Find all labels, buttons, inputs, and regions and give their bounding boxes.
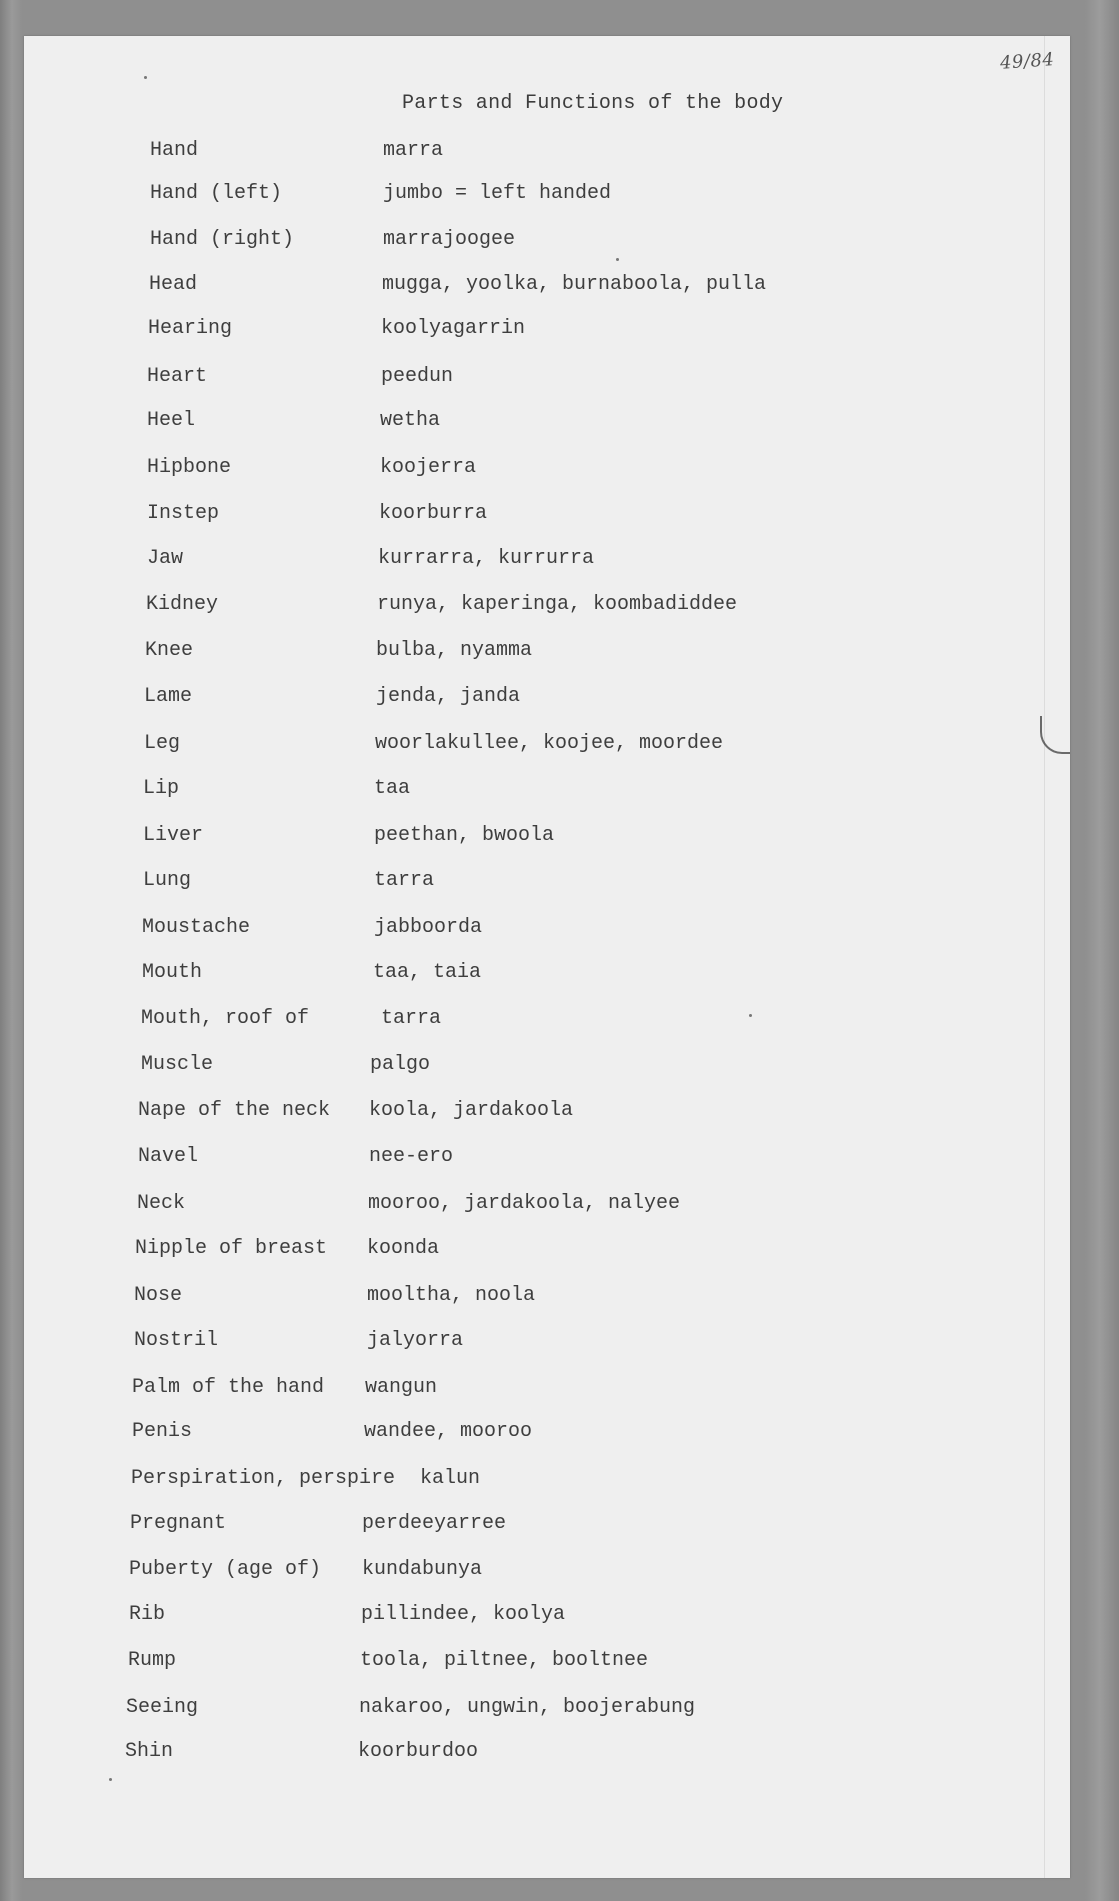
aboriginal-translation: woorlakullee, koojee, moordee	[375, 732, 724, 755]
vocabulary-row	[147, 502, 907, 532]
aboriginal-translation: mooltha, noola	[367, 1284, 536, 1307]
english-term: Hand (right)	[150, 228, 295, 251]
aboriginal-translation: jumbo = left handed	[383, 182, 612, 205]
english-term: Nipple of breast	[135, 1237, 328, 1260]
aboriginal-translation: taa, taia	[373, 961, 482, 984]
vocabulary-row	[135, 1237, 895, 1267]
english-term: Lung	[143, 869, 192, 892]
aboriginal-translation: peedun	[381, 365, 454, 388]
paper-clip-mark	[1040, 716, 1070, 754]
vocabulary-row	[132, 1376, 892, 1406]
english-term: Penis	[132, 1420, 193, 1443]
english-term: Rump	[128, 1649, 177, 1672]
aboriginal-translation: kurrarra, kurrurra	[378, 547, 595, 570]
vocabulary-row	[147, 456, 907, 486]
page-number: 49/84	[999, 49, 1056, 74]
vocabulary-row	[138, 1099, 898, 1129]
english-term: Leg	[144, 732, 181, 755]
vocabulary-row	[134, 1284, 894, 1314]
vocabulary-row	[134, 1329, 894, 1359]
vocabulary-row	[144, 685, 904, 715]
aboriginal-translation: koojerra	[380, 456, 477, 479]
vocabulary-row	[147, 547, 907, 577]
vocabulary-row	[143, 824, 903, 854]
aboriginal-translation: koorburdoo	[358, 1740, 479, 1763]
english-term: Pregnant	[130, 1512, 227, 1535]
vocabulary-row	[126, 1696, 886, 1726]
vocabulary-row	[138, 1145, 898, 1175]
page-title: Parts and Functions of the body	[402, 92, 784, 115]
vocabulary-row	[142, 961, 902, 991]
aboriginal-translation: tarra	[374, 869, 435, 892]
vocabulary-row	[143, 869, 903, 899]
english-term: Hand	[150, 139, 199, 162]
paper-speck	[144, 76, 147, 79]
vocabulary-row	[146, 593, 906, 623]
paper-speck	[616, 258, 619, 261]
english-term: Liver	[143, 824, 204, 847]
english-term: Seeing	[126, 1696, 199, 1719]
aboriginal-translation: jalyorra	[367, 1329, 464, 1352]
english-term: Moustache	[142, 916, 251, 939]
english-term: Puberty (age of)	[129, 1558, 322, 1581]
paper-speck	[109, 1778, 112, 1781]
vocabulary-row	[129, 1603, 889, 1633]
english-term: Hipbone	[147, 456, 232, 479]
vocabulary-row	[141, 1053, 901, 1083]
aboriginal-translation: koola, jardakoola	[369, 1099, 574, 1122]
vocabulary-row	[147, 365, 907, 395]
aboriginal-translation: koonda	[367, 1237, 440, 1260]
aboriginal-translation: wangun	[365, 1376, 438, 1399]
english-term: Nostril	[134, 1329, 219, 1352]
english-term: Hearing	[148, 317, 233, 340]
english-term: Muscle	[141, 1053, 214, 1076]
vocabulary-row	[125, 1740, 885, 1770]
vocabulary-row	[131, 1467, 891, 1497]
english-term: Heart	[147, 365, 208, 388]
vocabulary-row	[147, 409, 907, 439]
vocabulary-row	[150, 182, 910, 212]
vocabulary-row	[144, 732, 904, 762]
aboriginal-translation: wandee, mooroo	[364, 1420, 533, 1443]
aboriginal-translation: kundabunya	[362, 1558, 483, 1581]
vocabulary-row	[132, 1420, 892, 1450]
english-term: Mouth, roof of	[141, 1007, 310, 1030]
aboriginal-translation: perdeeyarree	[362, 1512, 507, 1535]
english-term: Lame	[144, 685, 193, 708]
english-term: Neck	[137, 1192, 186, 1215]
vocabulary-row	[141, 1007, 901, 1037]
english-term: Hand (left)	[150, 182, 283, 205]
english-term: Perspiration, perspire	[131, 1467, 396, 1490]
aboriginal-translation: tarra	[381, 1007, 442, 1030]
aboriginal-translation: nakaroo, ungwin, boojerabung	[359, 1696, 696, 1719]
paper-speck	[749, 1014, 752, 1017]
english-term: Jaw	[147, 547, 184, 570]
aboriginal-translation: marra	[383, 139, 444, 162]
aboriginal-translation: toola, piltnee, booltnee	[360, 1649, 649, 1672]
vocabulary-row	[129, 1558, 889, 1588]
vocabulary-row	[130, 1512, 890, 1542]
english-term: Knee	[145, 639, 194, 662]
vocabulary-row	[137, 1192, 897, 1222]
vocabulary-row	[145, 639, 905, 669]
aboriginal-translation: jabboorda	[374, 916, 483, 939]
vocabulary-row	[142, 916, 902, 946]
typewritten-sheet	[24, 36, 1070, 1878]
english-term: Nape of the neck	[138, 1099, 331, 1122]
english-term: Mouth	[142, 961, 203, 984]
english-term: Kidney	[146, 593, 219, 616]
aboriginal-translation: mooroo, jardakoola, nalyee	[368, 1192, 681, 1215]
aboriginal-translation: kalun	[420, 1467, 481, 1490]
english-term: Palm of the hand	[132, 1376, 325, 1399]
aboriginal-translation: taa	[374, 777, 411, 800]
vocabulary-row	[143, 777, 903, 807]
english-term: Navel	[138, 1145, 199, 1168]
vocabulary-row	[149, 273, 909, 303]
aboriginal-translation: jenda, janda	[376, 685, 521, 708]
aboriginal-translation: marrajoogee	[383, 228, 516, 251]
english-term: Head	[149, 273, 198, 296]
aboriginal-translation: nee-ero	[369, 1145, 454, 1168]
vocabulary-row	[150, 228, 910, 258]
aboriginal-translation: bulba, nyamma	[376, 639, 533, 662]
aboriginal-translation: mugga, yoolka, burnaboola, pulla	[382, 273, 767, 296]
vocabulary-row	[128, 1649, 888, 1679]
english-term: Shin	[125, 1740, 174, 1763]
english-term: Heel	[147, 409, 196, 432]
english-term: Nose	[134, 1284, 183, 1307]
vocabulary-row	[150, 139, 910, 169]
english-term: Rib	[129, 1603, 166, 1626]
english-term: Instep	[147, 502, 220, 525]
aboriginal-translation: koolyagarrin	[381, 317, 526, 340]
aboriginal-translation: koorburra	[379, 502, 488, 525]
vocabulary-row	[148, 317, 908, 347]
aboriginal-translation: runya, kaperinga, koombadiddee	[377, 593, 738, 616]
aboriginal-translation: wetha	[380, 409, 441, 432]
aboriginal-translation: peethan, bwoola	[374, 824, 555, 847]
aboriginal-translation: palgo	[370, 1053, 431, 1076]
english-term: Lip	[143, 777, 180, 800]
aboriginal-translation: pillindee, koolya	[361, 1603, 566, 1626]
